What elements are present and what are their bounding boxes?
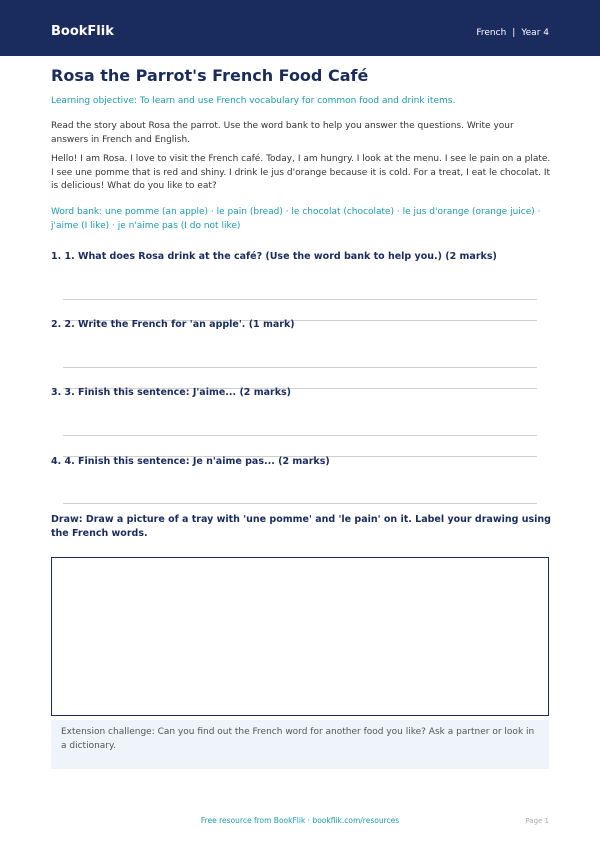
question-3: 3. 3. Finish this sentence: J'aime... (2 marks) (51, 387, 292, 398)
answer-line[interactable] (63, 435, 537, 436)
subject-label: French (476, 28, 507, 38)
word-bank: Word bank: une pomme (an apple) · le pain (bread) · le chocolat (chocolate) · le jus d'orange (orange juice) · j'aime (I like) · je n'aime pas (I do not like) (51, 207, 541, 231)
answer-line[interactable] (63, 503, 537, 504)
meta-separator: | (512, 28, 516, 38)
drawing-area[interactable] (51, 557, 549, 716)
question-4: 4. 4. Finish this sentence: Je n'aime pas... (2 marks) (51, 456, 330, 467)
header-bar (0, 0, 600, 56)
instructions-text: Read the story about Rosa the parrot. Use the word bank to help you answer the questions. Write your answers in French and English. (51, 121, 514, 145)
extension-challenge (51, 720, 549, 769)
question-1: 1. 1. What does Rosa drink at the café? (Use the word bank to help you.) (2 marks) (51, 251, 497, 262)
footer-credit: Free resource from BookFlik · bookflik.com/resources (200, 816, 400, 825)
answer-line[interactable] (63, 367, 537, 368)
draw-prompt: Draw: Draw a picture of a tray with 'une pomme' and 'le pain' on it. Label your drawing using the French words. (51, 514, 551, 539)
answer-line[interactable] (63, 299, 537, 300)
page-title: Rosa the Parrot's French Food Café (51, 66, 369, 85)
header-meta (476, 28, 549, 38)
learning-objective: Learning objective: To learn and use French vocabulary for common food and drink items. (51, 96, 456, 106)
year-label: Year 4 (521, 28, 549, 38)
brand-logo: BookFlik (51, 24, 114, 39)
story-text: Hello! I am Rosa. I love to visit the French café. Today, I am hungry. I look at the menu. I see le pain on a plate. I see une pomme that is red and shiny. I drink le jus d'orange because it is cold. For a treat, I eat le chocolat. It is delicious! What do you like to eat? (51, 154, 551, 191)
extension-text: Extension challenge: Can you find out the French word for another food you like? Ask a partner or look in a dictionary. (61, 727, 535, 751)
page-number: Page 1 (525, 817, 549, 825)
question-2: 2. 2. Write the French for 'an apple'. (1 mark) (51, 319, 295, 330)
